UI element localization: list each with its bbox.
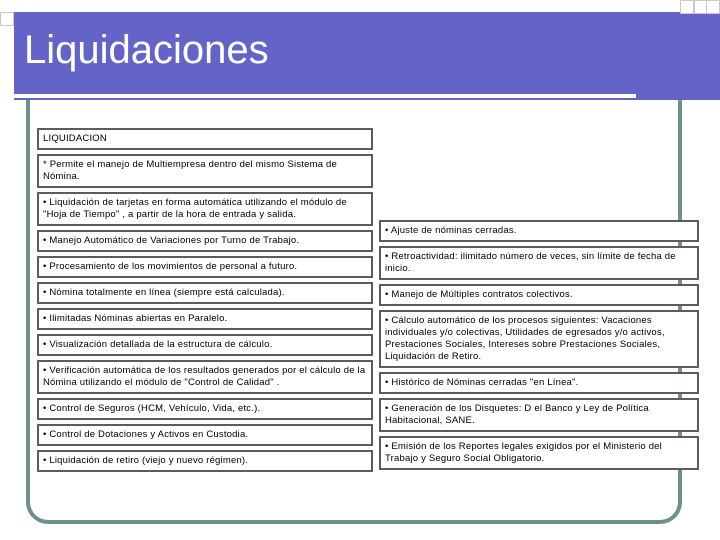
decor-square — [0, 12, 14, 26]
feature-box: • Liquidación de tarjetas en forma automática utilizando el módulo de "Hoja de Tiempo" , a partir de la hora de entrada y salida. — [37, 192, 373, 226]
feature-box: • Emisión de los Reportes legales exigidos por el Ministerio del Trabajo y Seguro Social Obligatorio. — [379, 436, 699, 470]
feature-box: • Verificación automática de los resultados generados por el cálculo de la Nómina utilizando el módulo de "Control de Calidad" . — [37, 360, 373, 394]
slide-title: Liquidaciones — [24, 28, 269, 72]
right-column — [379, 220, 699, 470]
feature-box: • Cálculo automático de los procesos siguientes: Vacaciones individuales y/o colectivas, Utilidades de egresados y/o activos, Prestaciones Sociales, Intereses sobre Prestaciones Sociales, Liquidación de Retiro. — [379, 310, 699, 368]
feature-box: • Procesamiento de los movimientos de personal a futuro. — [37, 256, 373, 278]
feature-box-header: LIQUIDACION — [37, 128, 373, 150]
decor-square — [706, 0, 720, 14]
feature-box: • Ajuste de nóminas cerradas. — [379, 220, 699, 242]
feature-box: • Visualización detallada de la estructura de cálculo. — [37, 334, 373, 356]
decor-square — [680, 0, 694, 14]
feature-box: • Manejo de Múltiples contratos colectivos. — [379, 284, 699, 306]
title-underline — [14, 94, 636, 98]
feature-box: • Control de Dotaciones y Activos en Custodia. — [37, 424, 373, 446]
feature-box: • Liquidación de retiro (viejo y nuevo régimen). — [37, 450, 373, 472]
feature-box: • Manejo Automático de Variaciones por Turno de Trabajo. — [37, 230, 373, 252]
feature-box: • Histórico de Nóminas cerradas "en Línea". — [379, 372, 699, 394]
feature-box: • Nómina totalmente en línea (siempre está calculada). — [37, 282, 373, 304]
feature-box: • Retroactividad: ilimitado número de veces, sin límite de fecha de inicio. — [379, 246, 699, 280]
feature-box: • Ilimitadas Nóminas abiertas en Paralelo. — [37, 308, 373, 330]
left-column — [37, 128, 373, 472]
feature-box: • Generación de los Disquetes: D el Banco y Ley de Política Habitacional, SANE. — [379, 398, 699, 432]
feature-box: * Permite el manejo de Multiempresa dentro del mismo Sistema de Nómina. — [37, 154, 373, 188]
feature-box: • Control de Seguros (HCM, Vehículo, Vida, etc.). — [37, 398, 373, 420]
